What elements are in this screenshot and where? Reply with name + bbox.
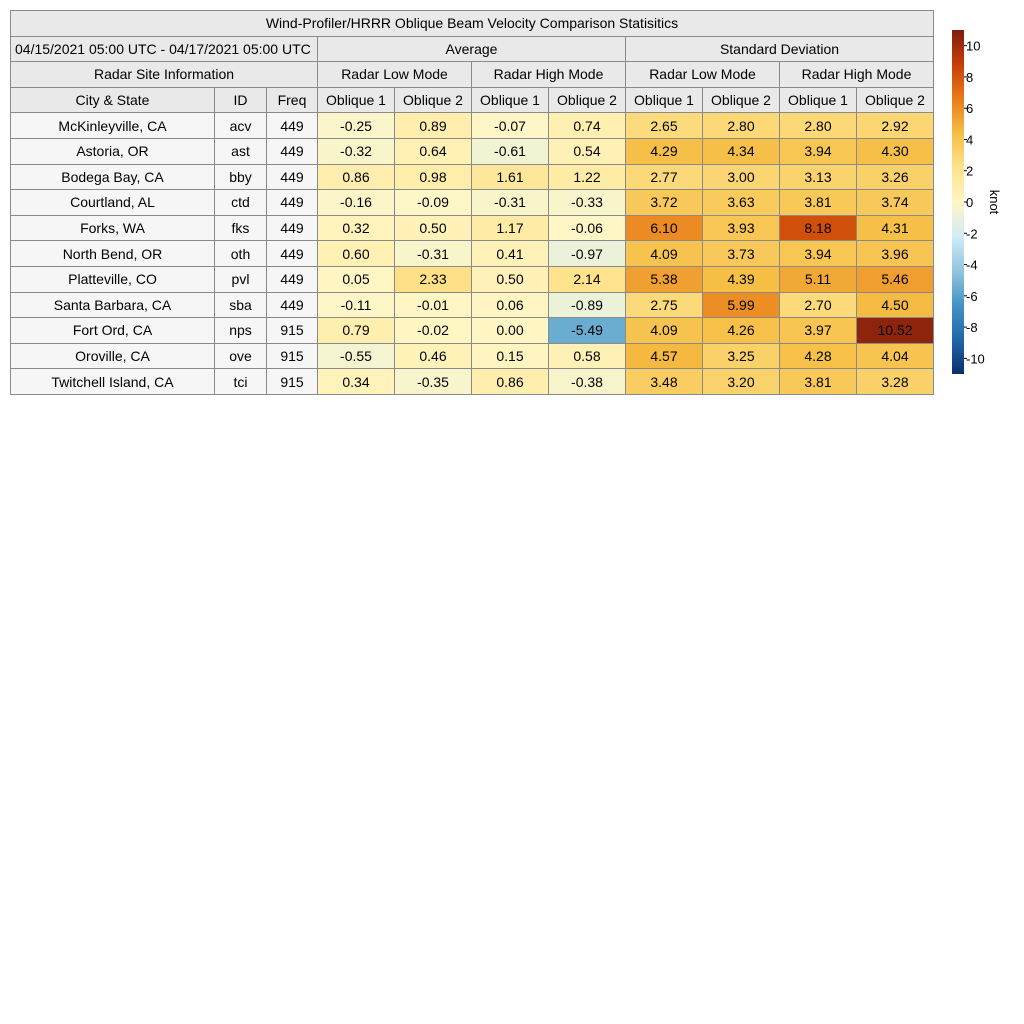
average-value-cell: -0.31 [472, 190, 549, 216]
average-value-cell: -0.16 [318, 190, 395, 216]
average-value-cell: 1.61 [472, 164, 549, 190]
std-dev-value-cell: 4.30 [857, 138, 934, 164]
city-cell: North Bend, OR [11, 241, 215, 267]
table-row [11, 138, 934, 164]
sd-low-oblique2-header: Oblique 2 [703, 87, 780, 113]
table-title: Wind-Profiler/HRRR Oblique Beam Velocity Comparison Statisitics [11, 11, 934, 37]
average-value-cell: 0.86 [472, 369, 549, 395]
freq-cell: 449 [267, 190, 318, 216]
id-cell: ast [215, 138, 267, 164]
freq-cell: 915 [267, 369, 318, 395]
freq-cell: 449 [267, 215, 318, 241]
std-dev-value-cell: 3.13 [780, 164, 857, 190]
id-cell: pvl [215, 266, 267, 292]
std-dev-value-cell: 4.34 [703, 138, 780, 164]
colorbar-label: knot [987, 189, 1002, 215]
std-dev-value-cell: 3.25 [703, 343, 780, 369]
std-dev-value-cell: 3.97 [780, 318, 857, 344]
id-cell: oth [215, 241, 267, 267]
colorbar-tick-label: 2 [966, 163, 974, 179]
sd-high-mode-header: Radar High Mode [780, 62, 934, 88]
freq-cell: 449 [267, 113, 318, 139]
std-dev-value-cell: 4.26 [703, 318, 780, 344]
colorbar-tick-label: 0 [966, 195, 974, 210]
average-value-cell: 0.54 [549, 138, 626, 164]
std-dev-value-cell: 3.72 [626, 190, 703, 216]
table-body [11, 11, 934, 395]
freq-cell: 915 [267, 318, 318, 344]
mode-row [11, 62, 934, 88]
average-header: Average [318, 36, 626, 62]
city-cell: Courtland, AL [11, 190, 215, 216]
std-dev-value-cell: 4.50 [857, 292, 934, 318]
std-dev-value-cell: 3.93 [703, 215, 780, 241]
date-range: 04/15/2021 05:00 UTC - 04/17/2021 05:00 UTC [11, 36, 318, 62]
colorbar-tick-label: 6 [966, 101, 974, 117]
freq-cell: 449 [267, 241, 318, 267]
average-value-cell: 0.74 [549, 113, 626, 139]
average-value-cell: 1.22 [549, 164, 626, 190]
average-value-cell: 0.79 [318, 318, 395, 344]
average-value-cell: 0.64 [395, 138, 472, 164]
std-dev-value-cell: 3.81 [780, 190, 857, 216]
std-dev-value-cell: 4.29 [626, 138, 703, 164]
average-value-cell: 0.50 [472, 266, 549, 292]
id-cell: sba [215, 292, 267, 318]
average-value-cell: -0.01 [395, 292, 472, 318]
colorbar-gradient [952, 30, 964, 374]
average-value-cell: 2.33 [395, 266, 472, 292]
average-value-cell: -0.02 [395, 318, 472, 344]
std-dev-value-cell: 3.94 [780, 241, 857, 267]
sd-high-oblique2-header: Oblique 2 [857, 87, 934, 113]
std-dev-value-cell: 3.94 [780, 138, 857, 164]
avg-high-oblique2-header: Oblique 2 [549, 87, 626, 113]
city-cell: McKinleyville, CA [11, 113, 215, 139]
avg-high-mode-header: Radar High Mode [472, 62, 626, 88]
std-dev-value-cell: 3.73 [703, 241, 780, 267]
std-dev-value-cell: 2.80 [780, 113, 857, 139]
average-value-cell: -0.11 [318, 292, 395, 318]
colorbar-tick-label: -10 [966, 351, 985, 367]
colorbar-tick-label: 10 [966, 38, 981, 54]
average-value-cell: -0.32 [318, 138, 395, 164]
average-value-cell: 0.15 [472, 343, 549, 369]
colorbar-ticks [964, 39, 985, 367]
average-value-cell: 1.17 [472, 215, 549, 241]
std-dev-value-cell: 4.09 [626, 318, 703, 344]
std-dev-value-cell: 5.38 [626, 266, 703, 292]
id-cell: ctd [215, 190, 267, 216]
colorbar-tick-label: -2 [966, 226, 978, 242]
std-dev-value-cell: 3.74 [857, 190, 934, 216]
title-row [11, 11, 934, 37]
average-value-cell: -0.07 [472, 113, 549, 139]
colorbar-tick-label: -4 [966, 257, 978, 273]
freq-cell: 915 [267, 343, 318, 369]
average-value-cell: -0.55 [318, 343, 395, 369]
average-value-cell: -0.38 [549, 369, 626, 395]
average-value-cell: 0.50 [395, 215, 472, 241]
id-cell: tci [215, 369, 267, 395]
std-dev-value-cell: 4.57 [626, 343, 703, 369]
average-value-cell: 0.41 [472, 241, 549, 267]
average-value-cell: 0.32 [318, 215, 395, 241]
table-row [11, 215, 934, 241]
std-dev-value-cell: 8.18 [780, 215, 857, 241]
table-row [11, 343, 934, 369]
average-value-cell: -0.97 [549, 241, 626, 267]
city-cell: Astoria, OR [11, 138, 215, 164]
std-dev-value-cell: 2.77 [626, 164, 703, 190]
city-cell: Fort Ord, CA [11, 318, 215, 344]
std-dev-value-cell: 6.10 [626, 215, 703, 241]
colorbar [952, 30, 1022, 380]
average-value-cell: -5.49 [549, 318, 626, 344]
std-dev-value-cell: 4.28 [780, 343, 857, 369]
table-row [11, 318, 934, 344]
freq-cell: 449 [267, 266, 318, 292]
std-dev-value-cell: 2.80 [703, 113, 780, 139]
city-cell: Santa Barbara, CA [11, 292, 215, 318]
avg-low-oblique1-header: Oblique 1 [318, 87, 395, 113]
id-column-header: ID [215, 87, 267, 113]
freq-cell: 449 [267, 138, 318, 164]
average-value-cell: 0.58 [549, 343, 626, 369]
average-value-cell: -0.06 [549, 215, 626, 241]
average-value-cell: -0.09 [395, 190, 472, 216]
std-dev-header: Standard Deviation [626, 36, 934, 62]
std-dev-value-cell: 3.48 [626, 369, 703, 395]
std-dev-value-cell: 3.96 [857, 241, 934, 267]
average-value-cell: 0.05 [318, 266, 395, 292]
city-column-header: City & State [11, 87, 215, 113]
average-value-cell: 2.14 [549, 266, 626, 292]
avg-high-oblique1-header: Oblique 1 [472, 87, 549, 113]
id-cell: acv [215, 113, 267, 139]
sd-low-mode-header: Radar Low Mode [626, 62, 780, 88]
std-dev-value-cell: 4.39 [703, 266, 780, 292]
site-info-header: Radar Site Information [11, 62, 318, 88]
average-value-cell: 0.98 [395, 164, 472, 190]
city-cell: Bodega Bay, CA [11, 164, 215, 190]
average-value-cell: -0.31 [395, 241, 472, 267]
colorbar-tick-label: -8 [966, 320, 978, 336]
average-value-cell: 0.34 [318, 369, 395, 395]
average-value-cell: 0.06 [472, 292, 549, 318]
average-value-cell: -0.33 [549, 190, 626, 216]
average-value-cell: -0.61 [472, 138, 549, 164]
avg-low-mode-header: Radar Low Mode [318, 62, 472, 88]
std-dev-value-cell: 5.11 [780, 266, 857, 292]
average-value-cell: -0.89 [549, 292, 626, 318]
table-row [11, 292, 934, 318]
std-dev-value-cell: 3.63 [703, 190, 780, 216]
average-value-cell: -0.25 [318, 113, 395, 139]
city-cell: Forks, WA [11, 215, 215, 241]
std-dev-value-cell: 2.75 [626, 292, 703, 318]
freq-column-header: Freq [267, 87, 318, 113]
average-value-cell: 0.00 [472, 318, 549, 344]
std-dev-value-cell: 5.46 [857, 266, 934, 292]
table-row [11, 266, 934, 292]
table-row [11, 190, 934, 216]
std-dev-value-cell: 4.09 [626, 241, 703, 267]
id-cell: fks [215, 215, 267, 241]
sd-low-oblique1-header: Oblique 1 [626, 87, 703, 113]
std-dev-value-cell: 4.04 [857, 343, 934, 369]
average-value-cell: 0.60 [318, 241, 395, 267]
average-value-cell: 0.86 [318, 164, 395, 190]
std-dev-value-cell: 3.26 [857, 164, 934, 190]
std-dev-value-cell: 3.28 [857, 369, 934, 395]
column-header-row [11, 87, 934, 113]
std-dev-value-cell: 2.70 [780, 292, 857, 318]
average-value-cell: 0.89 [395, 113, 472, 139]
std-dev-value-cell: 10.52 [857, 318, 934, 344]
city-cell: Oroville, CA [11, 343, 215, 369]
colorbar-tick-label: 4 [966, 132, 974, 148]
table-row [11, 164, 934, 190]
table-row [11, 369, 934, 395]
freq-cell: 449 [267, 164, 318, 190]
table-row [11, 113, 934, 139]
id-cell: nps [215, 318, 267, 344]
avg-low-oblique2-header: Oblique 2 [395, 87, 472, 113]
colorbar-tick-label: 8 [966, 69, 974, 85]
city-cell: Platteville, CO [11, 266, 215, 292]
sd-high-oblique1-header: Oblique 1 [780, 87, 857, 113]
table-row [11, 241, 934, 267]
stats-table [10, 10, 934, 395]
colorbar-tick-label: -6 [966, 288, 978, 304]
std-dev-value-cell: 3.00 [703, 164, 780, 190]
std-dev-value-cell: 5.99 [703, 292, 780, 318]
std-dev-value-cell: 2.65 [626, 113, 703, 139]
std-dev-value-cell: 3.20 [703, 369, 780, 395]
std-dev-value-cell: 2.92 [857, 113, 934, 139]
id-cell: bby [215, 164, 267, 190]
std-dev-value-cell: 4.31 [857, 215, 934, 241]
id-cell: ove [215, 343, 267, 369]
group-row [11, 36, 934, 62]
average-value-cell: 0.46 [395, 343, 472, 369]
average-value-cell: -0.35 [395, 369, 472, 395]
freq-cell: 449 [267, 292, 318, 318]
std-dev-value-cell: 3.81 [780, 369, 857, 395]
city-cell: Twitchell Island, CA [11, 369, 215, 395]
